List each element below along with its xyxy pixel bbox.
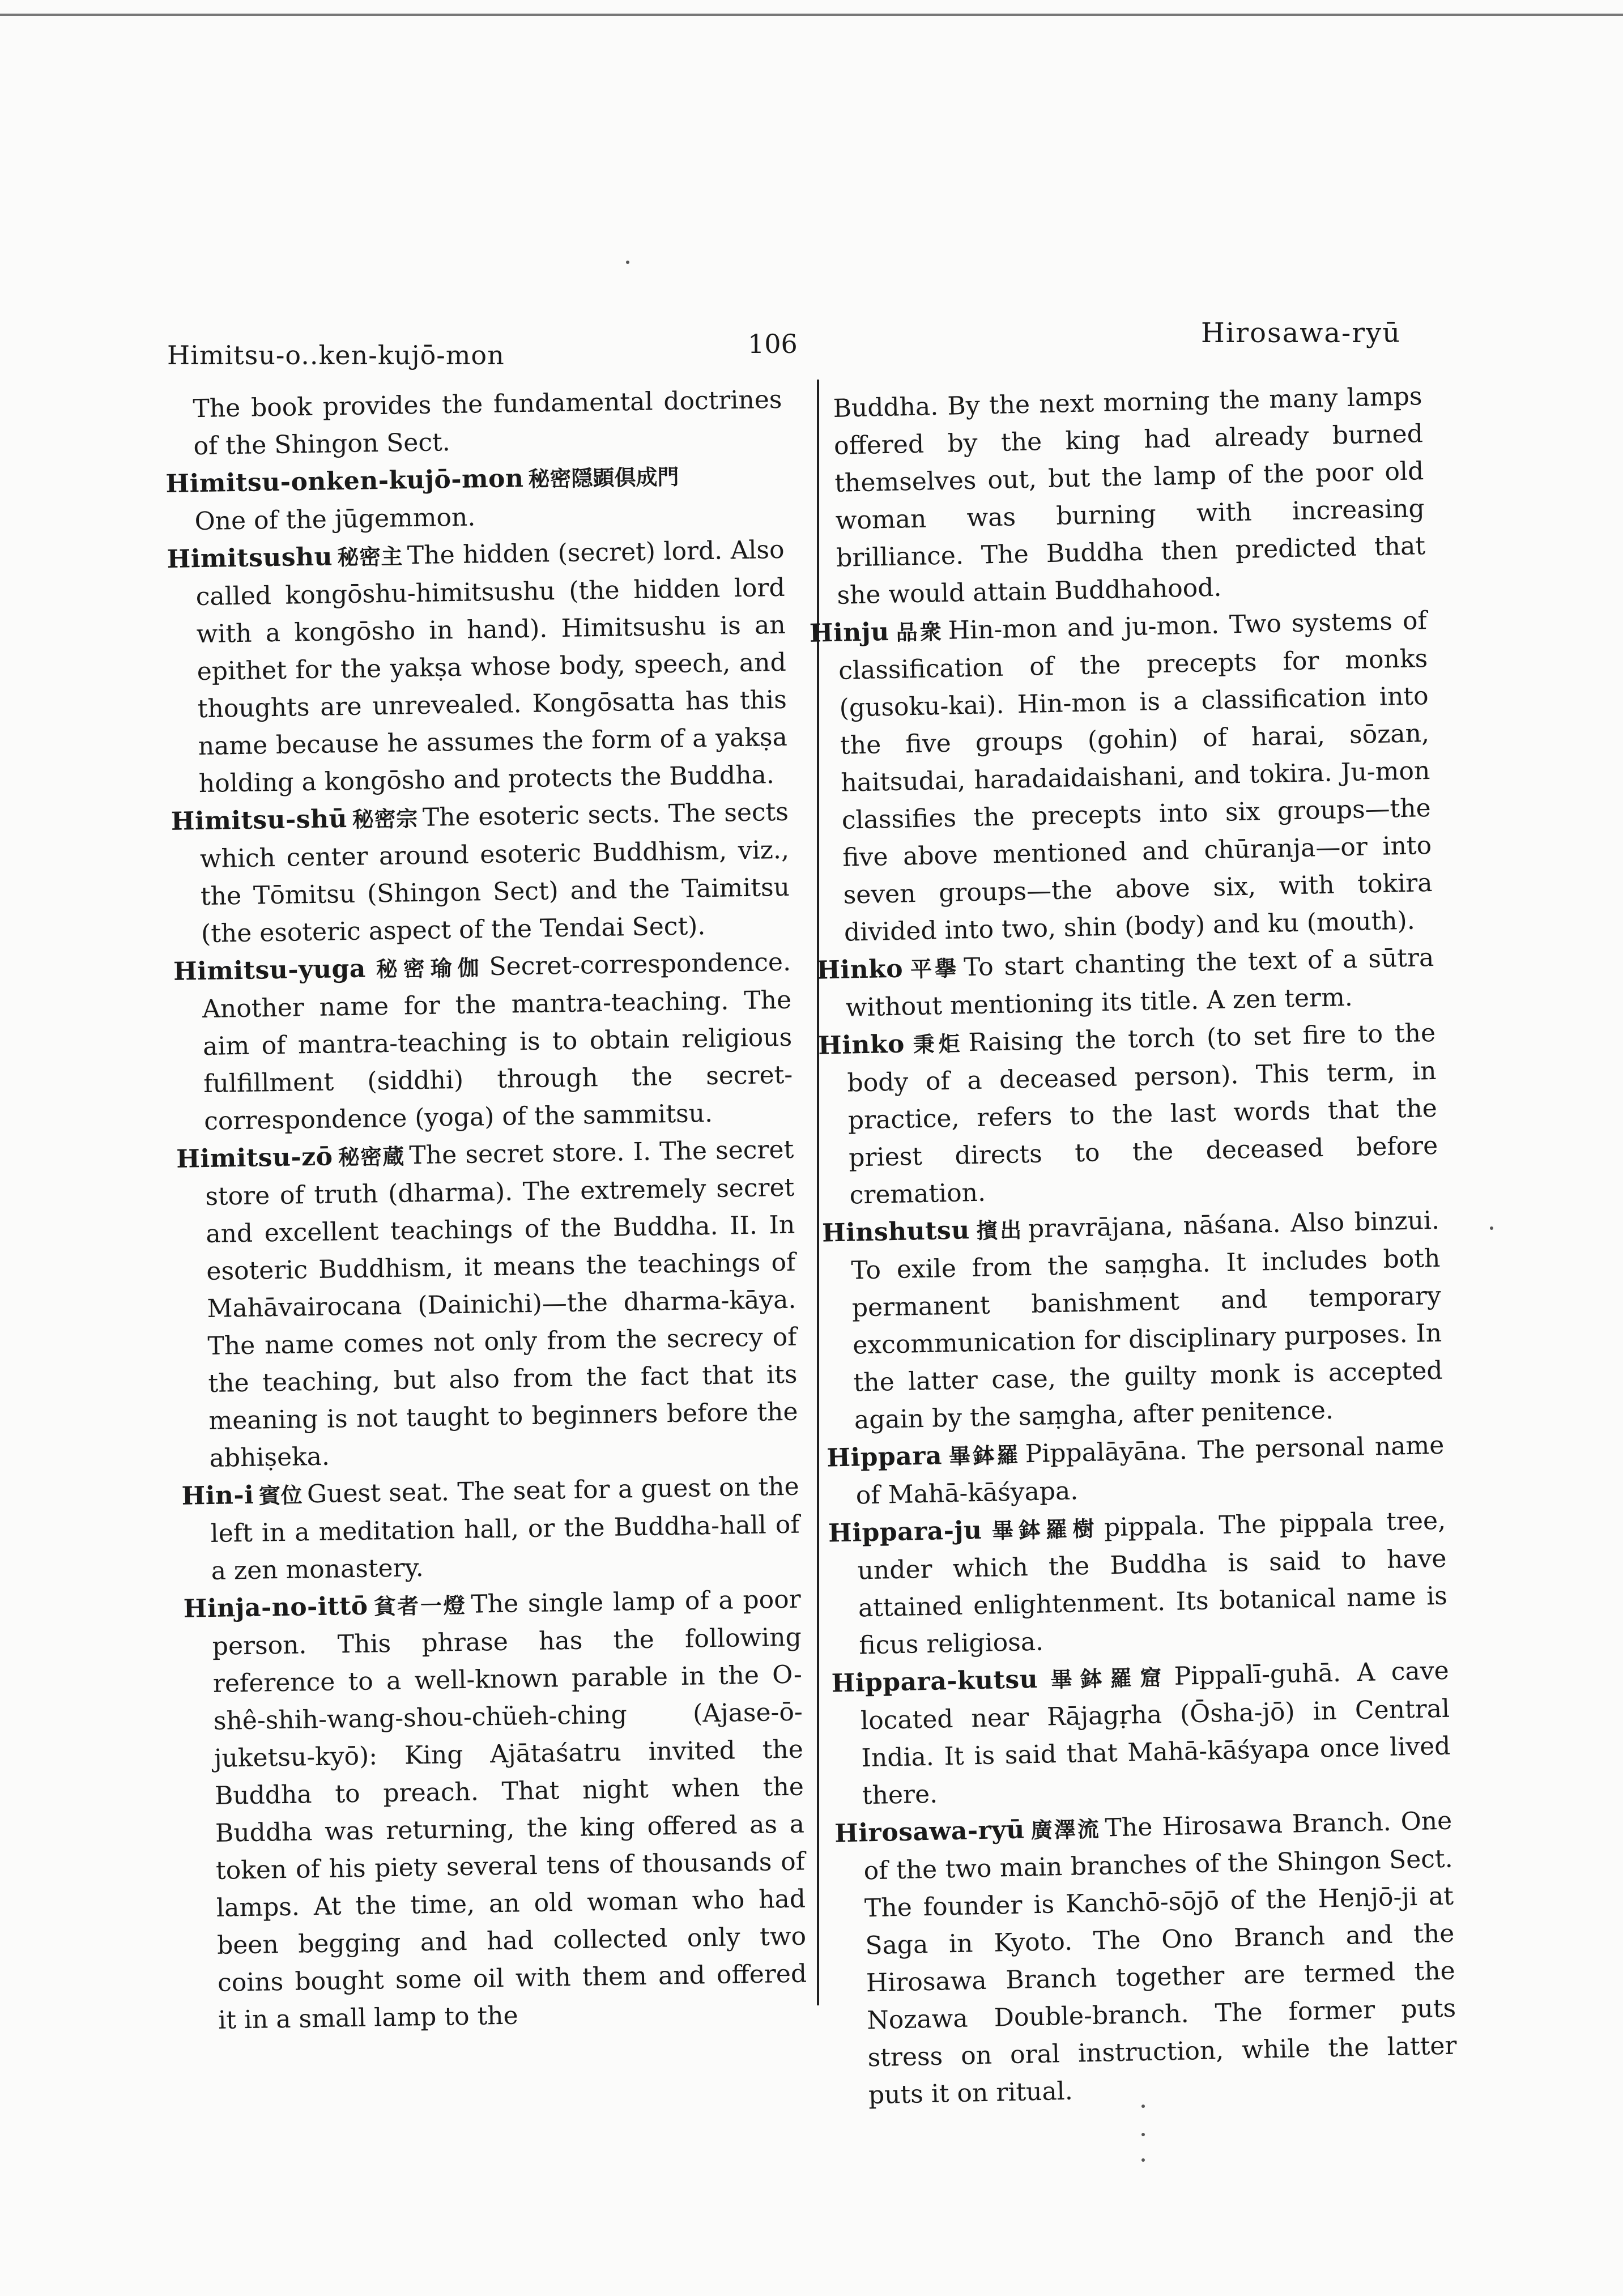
entry-kanji: 品衆 <box>893 619 944 645</box>
entry-headword: Hippara-kutsu <box>831 1664 1038 1698</box>
entry-headword: Himitsu-onken-kujō-mon <box>165 464 524 499</box>
entry-kanji: 畢鉢羅樹 <box>986 1516 1100 1544</box>
entry-text: The esoteric sects. The sects which center around esoteric Buddhism, viz., the Tōmitsu (Shingon Sect) and the Taimitsu (the esoteric aspect of the Tendai Sect). <box>199 797 790 949</box>
entry-text: Guest seat. The seat for a guest on the left in a meditation hall, or the Buddha-hall of a zen monastery. <box>210 1472 800 1586</box>
entry-kanji: 畢鉢羅窟 <box>1042 1665 1170 1693</box>
entry-headword: Hinko <box>816 954 904 985</box>
running-head-right: Hirosawa-ryū <box>1201 317 1402 349</box>
entry-kanji: 畢鉢羅 <box>946 1442 1021 1469</box>
entry-kanji: 賓位 <box>258 1483 303 1509</box>
page-number: 106 <box>748 329 798 359</box>
entry-headword: Hinja-no-ittō <box>183 1591 368 1624</box>
right-column <box>804 378 1458 2115</box>
entry-text: The secret store. I. The secret store of truth (dharma). The extremely secret and excellent teachings of the Buddha. II. In esoteric Buddhism, it means the teachings of Mahāvairocana (Dainichi)—the dharma-kāya. The name comes not only from the secrecy of the teaching, but also from the fact that its meaning is not taught to beginners before the abhiṣeka. <box>205 1135 798 1473</box>
dictionary-entry <box>834 1803 1458 2115</box>
entry-text: One of the jūgemmon. <box>194 502 476 536</box>
entry-headword: Himitsu-shū <box>171 804 348 836</box>
entry-headword: Himitsu-zō <box>176 1142 333 1174</box>
entry-text: Raising the torch (to set fire to the body of a deceased person). This term, in practice, refers to the last words that the priest directs to the deceased before cremation. <box>847 1018 1438 1210</box>
entry-headword: Hinshutsu <box>821 1216 970 1248</box>
entry-headword: Hirosawa-ryū <box>834 1815 1025 1848</box>
entry-continuation <box>804 378 1426 615</box>
entry-kanji: 廣澤流 <box>1029 1816 1101 1843</box>
entry-headword: Hippara <box>826 1441 943 1473</box>
entry-continuation <box>164 381 783 466</box>
entry-text: Pippalī-guhā. A cave located near Rājagṛha (Ōsha-jō) in Central India. It is said that Mahā-kāśyapa once lived there. <box>860 1656 1451 1811</box>
dictionary-entry <box>818 1015 1439 1215</box>
entry-kanji: 擯出 <box>974 1217 1024 1244</box>
entry-text: pippala. The pippala tree, under which the Buddha is said to have attained enlightenment. Its botanical name is ficus religiosa. <box>857 1506 1448 1660</box>
entry-kanji: 秘密瑜伽 <box>370 955 485 982</box>
dictionary-entry <box>831 1652 1451 1816</box>
entry-text: The single lamp of a poor person. This phrase has the following reference to a well-known parable in the O-shê-shih-wang-shou-chüeh-ching (Ajase-ō-juketsu-kyō): King Ajātaśatru invited the Buddha to preach. That night when the Buddha was returning, the king offered as a token of his piety several tens of thousands of lamps. At the time, an old woman who had been begging and had collected only two coins bought some oil with them and offered it in a small lamp to the <box>212 1584 807 2035</box>
dictionary-entry <box>821 1202 1443 1440</box>
dictionary-entry <box>167 531 788 803</box>
dictionary-entry <box>816 939 1435 1028</box>
entry-kanji: 平擧 <box>907 956 960 982</box>
scan-speck <box>1141 2133 1145 2136</box>
entry-text: The Hirosawa Branch. One of the two main branches of the Shingon Sect. The founder is Kanchō-sōjō of the Henjō-ji at Saga in Kyoto. The Ono Branch and the Hirosawa Branch together are termed the Nozawa Double-branch. The former puts stress on oral instruction, while the latter puts it on ritual. <box>863 1806 1457 2110</box>
dictionary-entry <box>828 1502 1449 1665</box>
entry-headword: Hinko <box>817 1029 905 1060</box>
entry-text: Hin-mon and ju-mon. Two systems of classification of the precepts for monks (gusoku-kai). Hin-mon is a classification into the five groups (gohin) of harai, sōzan, haitsudai, haradaidaishani, and tokira. Ju-mon classifies the precepts into six groups—the five above mentioned and chūranja—or into seven groups—the above six, with tokira divided into two, shin (body) and ku (mouth). <box>838 606 1433 947</box>
entry-headword: Hinju <box>809 617 890 648</box>
dictionary-entry <box>827 1427 1446 1515</box>
left-column <box>164 381 808 2040</box>
running-header <box>0 0 1623 397</box>
running-head-left: Himitsu-o..ken-kujō-mon <box>167 340 505 370</box>
entry-text: Pippalāyāna. The personal name of Mahā-kāśyapa. <box>855 1430 1445 1510</box>
entry-kanji: 秘密宗 <box>351 806 419 832</box>
dictionary-entry <box>183 1581 807 2040</box>
entry-kanji: 秘密隠顕倶成門 <box>528 464 679 492</box>
dictionary-entry <box>809 602 1433 952</box>
entry-headword: Hippara-ju <box>828 1515 982 1548</box>
entry-headword: Himitsushu <box>167 542 333 574</box>
entry-kanji: 秘密蔵 <box>337 1144 405 1170</box>
entry-kanji: 秘密主 <box>336 544 403 570</box>
entry-headword: Hin-i <box>181 1480 254 1511</box>
scan-speck <box>626 261 629 264</box>
scan-speck <box>1141 2105 1145 2108</box>
entry-headword: Himitsu-yuga <box>173 954 367 986</box>
entry-text: Secret-correspondence. Another name for the mantra-teaching. The aim of mantra-teaching is to obtain religious fulfillment (siddhi) through the secret-correspondence (yoga) of the sammitsu. <box>202 947 793 1136</box>
entry-text: To start chanting the text of a sūtra without mentioning its title. A zen term. <box>845 943 1434 1023</box>
entry-text: The hidden (secret) lord. Also called kongōshu-himitsushu (the hidden lord with a kongōsho in hand). Himitsushu is an epithet for the yakṣa whose body, speech, and thoughts are unrevealed. Kongōsatta has this name because he assumes the form of a yakṣa holding a kongōsho and protects the Buddha. <box>195 535 788 799</box>
dictionary-entry <box>165 456 784 541</box>
dictionary-entry <box>176 1131 799 1478</box>
dictionary-entry <box>181 1468 800 1591</box>
dictionary-entry <box>171 794 790 953</box>
entry-kanji: 秉炬 <box>909 1031 965 1058</box>
entry-text: The book provides the fundamental doctrines of the Shingon Sect. <box>193 385 782 461</box>
scan-speck <box>1141 2158 1145 2162</box>
entry-kanji: 貧者一燈 <box>372 1592 467 1620</box>
entry-text: pravrājana, nāśana. Also binzui. To exile from the saṃgha. It includes both permanent banishment and temporary excommunication for disciplinary purposes. In the latter case, the guilty monk is accepted again by the saṃgha, after penitence. <box>851 1205 1443 1435</box>
dictionary-entry <box>173 944 794 1141</box>
scan-speck <box>1490 1226 1493 1230</box>
entry-text: Buddha. By the next morning the many lamps offered by the king had already burned themselves out, but the lamp of the poor old woman was burning with increasing brilliance. The Buddha then predicted that she would attain Buddhahood. <box>833 382 1426 610</box>
